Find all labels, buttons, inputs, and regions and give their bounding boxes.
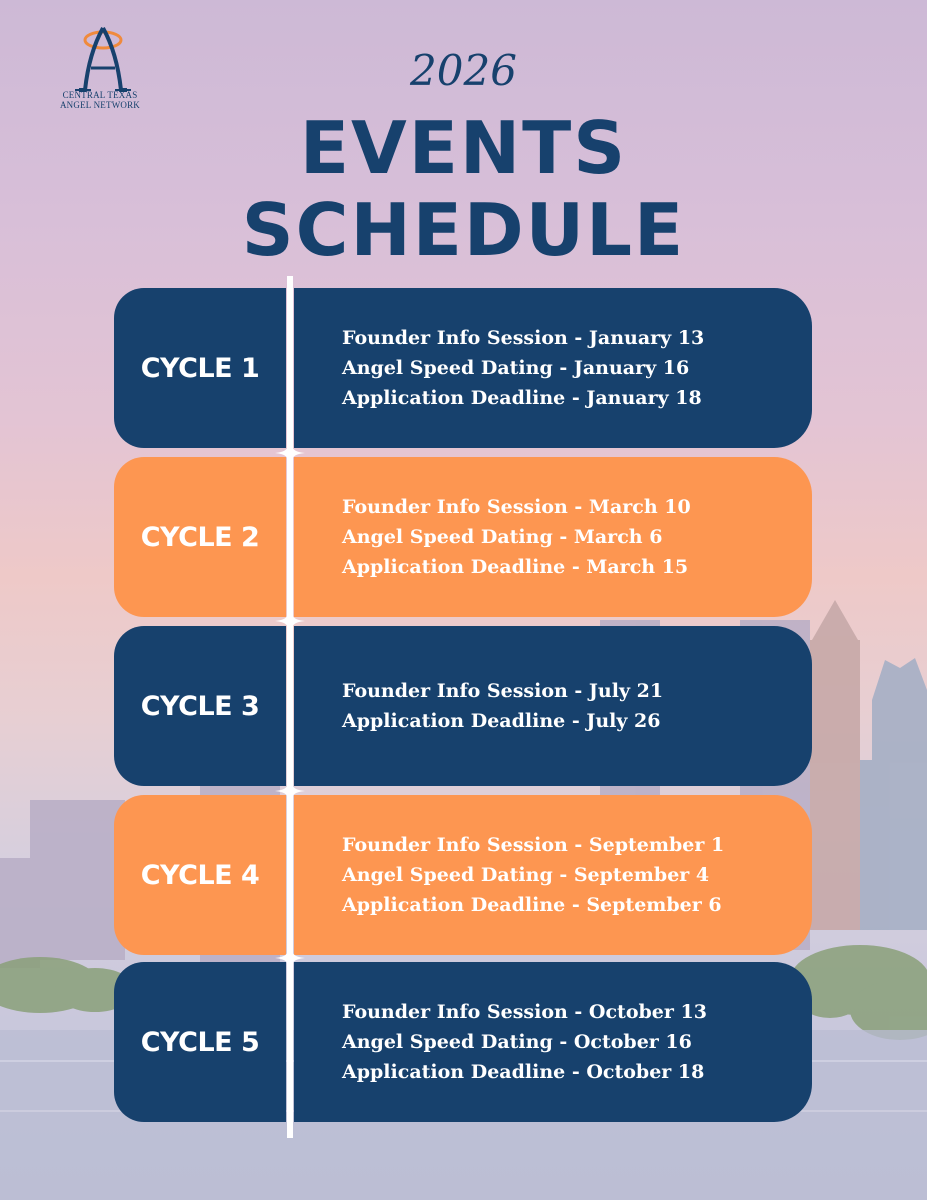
year-heading: 2026	[410, 46, 517, 95]
event-item: Angel Speed Dating - January 16	[342, 357, 690, 379]
event-item: Founder Info Session - July 21	[342, 680, 664, 702]
title-line-1: EVENTS	[299, 106, 628, 190]
event-item: Founder Info Session - January 13	[342, 327, 705, 349]
cycle-events	[294, 626, 812, 786]
title-line-2: SCHEDULE	[241, 188, 686, 272]
event-item: Application Deadline - October 18	[342, 1061, 705, 1083]
cycle-events	[294, 288, 812, 448]
cycle-label: CYCLE 4	[114, 795, 286, 955]
sparkle-icon	[275, 438, 305, 468]
event-item: Angel Speed Dating - March 6	[342, 526, 663, 548]
sparkle-icon	[275, 943, 305, 973]
event-item: Application Deadline - January 18	[342, 387, 702, 409]
event-item: Angel Speed Dating - October 16	[342, 1031, 692, 1053]
sparkle-icon	[275, 606, 305, 636]
sparkle-icon	[275, 776, 305, 806]
event-item: Founder Info Session - September 1	[342, 834, 725, 856]
timeline-divider	[287, 276, 293, 1138]
logo-line-1: CENTRAL TEXAS	[62, 90, 138, 100]
cycle-label: CYCLE 2	[114, 457, 286, 617]
event-item: Application Deadline - March 15	[342, 556, 689, 578]
cycle-events	[294, 962, 812, 1122]
cycle-label: CYCLE 3	[114, 626, 286, 786]
event-item: Application Deadline - September 6	[342, 894, 722, 916]
event-item: Founder Info Session - March 10	[342, 496, 691, 518]
cycle-label: CYCLE 5	[114, 962, 286, 1122]
event-item: Founder Info Session - October 13	[342, 1001, 707, 1023]
event-item: Angel Speed Dating - September 4	[342, 864, 710, 886]
cycle-events	[294, 795, 812, 955]
cycle-label: CYCLE 1	[114, 288, 286, 448]
event-item: Application Deadline - July 26	[342, 710, 661, 732]
cycle-events	[294, 457, 812, 617]
logo-line-2: ANGEL NETWORK	[59, 100, 140, 110]
